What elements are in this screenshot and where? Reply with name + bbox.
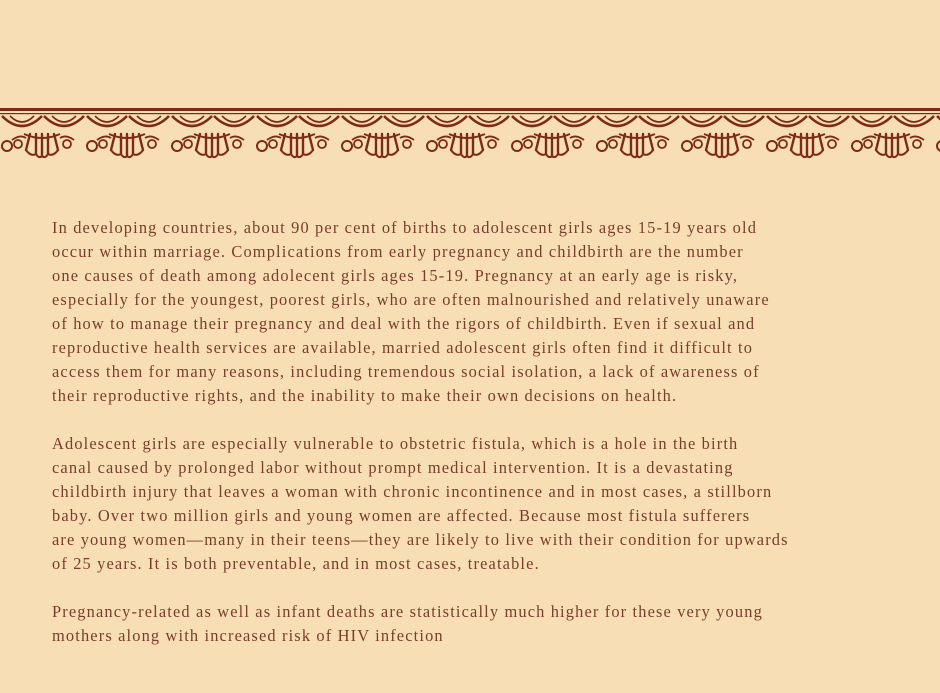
article-body	[52, 216, 932, 672]
paragraph: Pregnancy-related as well as infant deaths are statistically much higher for these very young mothers along with increased risk of HIV infection	[52, 602, 763, 645]
paragraph: Adolescent girls are especially vulnerable to obstetric fistula, which is a hole in the birth canal caused by prolonged labor without prompt medical intervention. It is a devastating childbirth injury that leaves a woman with chronic incontinence and in most cases, a stillborn baby. Over two million girls and young women are affected. Because most fistula sufferers are young women—many in their teens—they are likely to live with their condition for upwards of 25 years. It is both preventable, and in most cases, treatable.	[52, 434, 789, 573]
paragraph: In developing countries, about 90 per cent of births to adolescent girls ages 15-19 years old occur within marriage. Complications from early pregnancy and childbirth are the number one causes of death among adolecent girls ages 15-19. Pregnancy at an early age is risky, especially for the youngest, poorest girls, who are often malnourished and relatively unaware of how to manage their pregnancy and deal with the rigors of childbirth. Even if sexual and reproductive health services are available, married adolescent girls often find it difficult to access them for many reasons, including tremendous social isolation, a lack of awareness of their reproductive rights, and the inability to make their own decisions on health.	[52, 218, 770, 405]
lace-border-icon	[0, 104, 940, 166]
